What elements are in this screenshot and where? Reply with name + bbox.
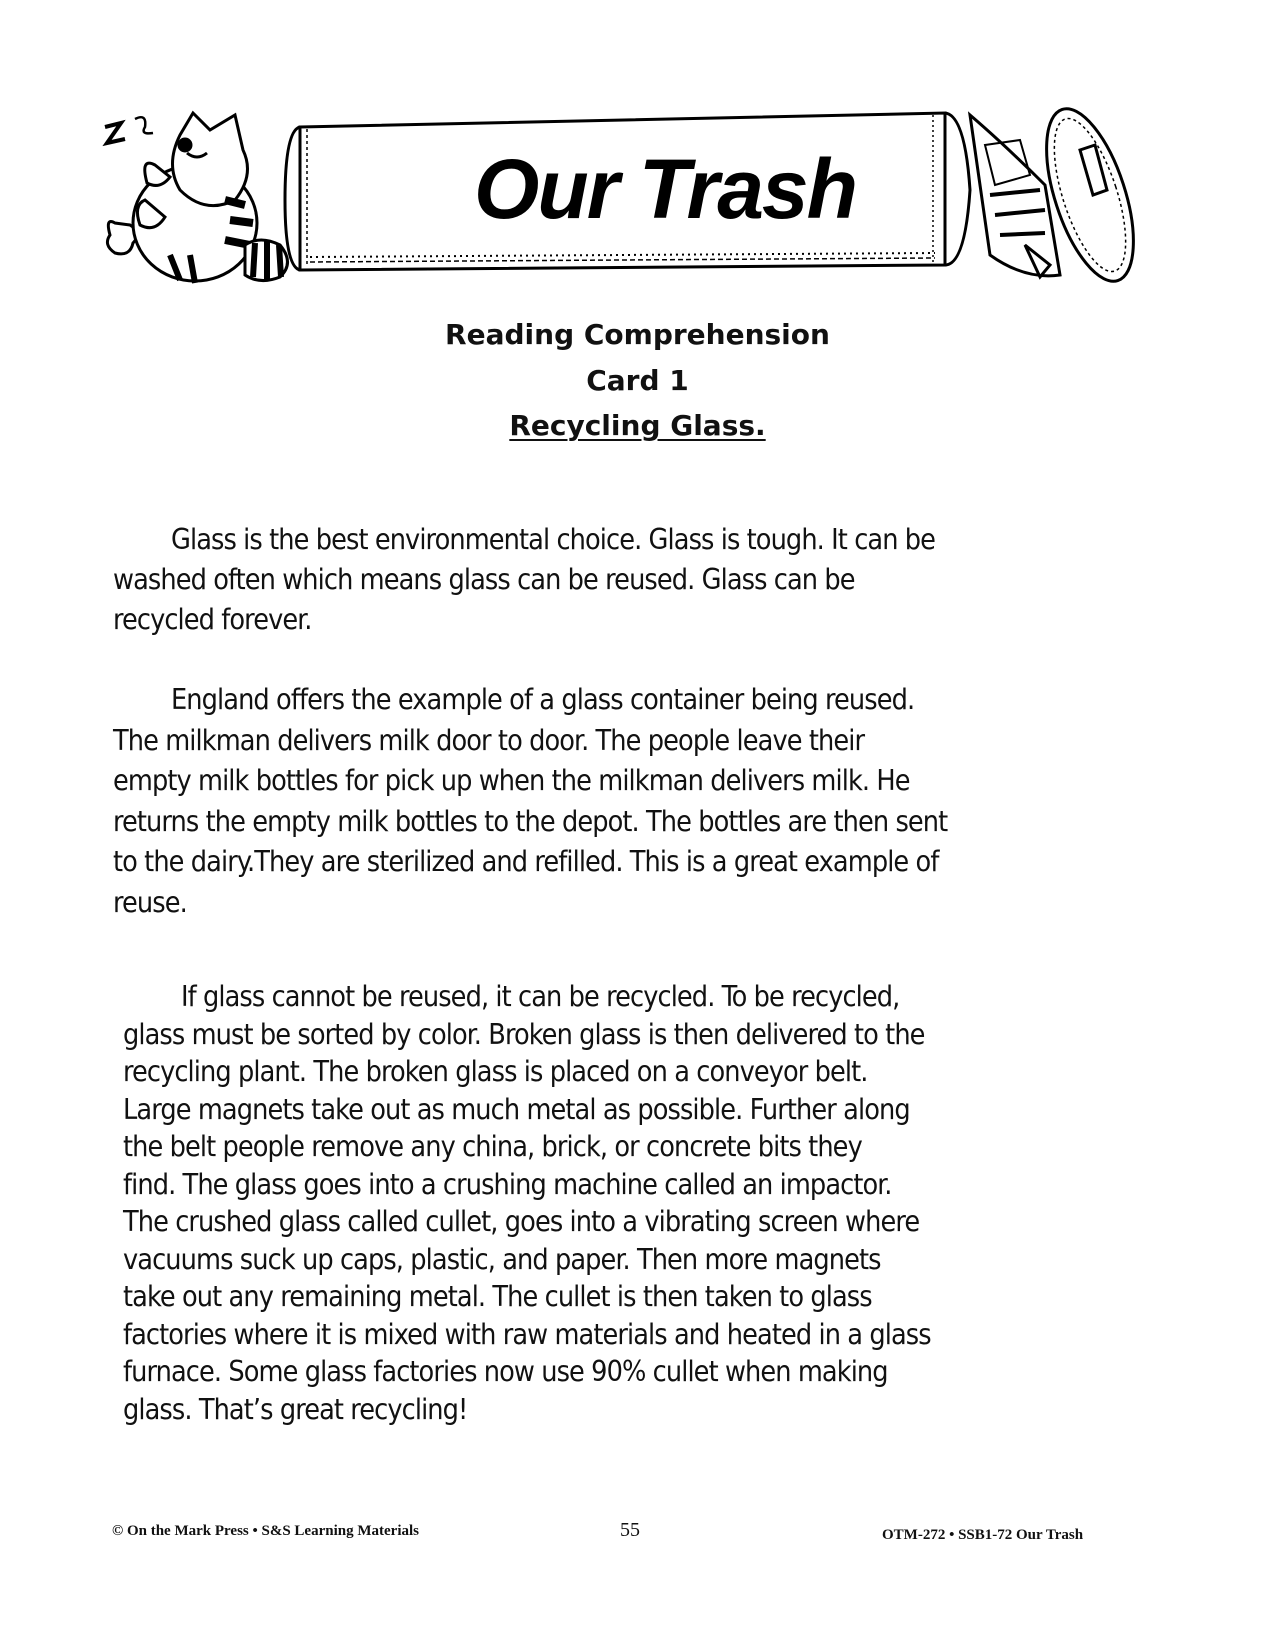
paragraph-2 xyxy=(113,680,1193,923)
text-line: take out any remaining metal. The cullet is then taken to glass xyxy=(123,1280,872,1313)
text-line: England offers the example of a glass container being reused. xyxy=(171,683,915,716)
text-line: furnace. Some glass factories now use 90% cullet when making xyxy=(123,1355,888,1388)
text-line: reuse. xyxy=(113,885,187,919)
text-line: glass must be sorted by color. Broken glass is then delivered to the xyxy=(123,1017,925,1051)
text-line: returns the empty milk bottles to the depot. The bottles are then sent xyxy=(113,804,948,838)
paragraph-1 xyxy=(113,520,1193,640)
footer-copyright: © On the Mark Press • S&S Learning Materials xyxy=(112,1523,419,1539)
text-line: The crushed glass called cullet, goes into a vibrating screen where xyxy=(123,1205,920,1238)
trash-can-icon xyxy=(970,105,1151,290)
footer-product-code: OTM-272 • SSB1-72 Our Trash xyxy=(882,1527,1084,1543)
text-line: recycling plant. The broken glass is placed on a conveyor belt. xyxy=(123,1055,868,1088)
text-line: washed often which means glass can be reused. Glass can be xyxy=(113,563,855,596)
text-line: If glass cannot be reused, it can be recycled. To be recycled, xyxy=(181,980,900,1013)
section-heading: Reading Comprehension xyxy=(445,318,830,351)
text-line: Large magnets take out as much metal as possible. Further along xyxy=(123,1092,910,1126)
paragraph-3 xyxy=(123,978,1203,1428)
text-line: find. The glass goes into a crushing machine called an impactor. xyxy=(123,1167,892,1201)
text-line: The milkman delivers milk door to door. The people leave their xyxy=(113,723,865,757)
text-line: factories where it is mixed with raw materials and heated in a glass xyxy=(123,1317,931,1351)
text-line: vacuums suck up caps, plastic, and paper. Then more magnets xyxy=(123,1242,881,1276)
text-line: glass. That’s great recycling! xyxy=(123,1392,468,1426)
text-line: the belt people remove any china, brick, or concrete bits they xyxy=(123,1130,862,1163)
article-title: Recycling Glass. xyxy=(509,409,766,442)
sleeping-cat-icon xyxy=(105,113,288,283)
text-line: recycled forever. xyxy=(113,603,312,636)
card-number: Card 1 xyxy=(586,364,689,397)
text-line: empty milk bottles for pick up when the milkman delivers milk. He xyxy=(113,764,910,797)
text-line: to the dairy.They are sterilized and refilled. This is a great example of xyxy=(113,845,939,878)
text-line: Glass is the best environmental choice. Glass is tough. It can be xyxy=(171,523,936,556)
page-number: 55 xyxy=(620,1519,640,1541)
banner-title: Our Trash xyxy=(474,142,856,236)
title-banner xyxy=(85,105,1195,290)
